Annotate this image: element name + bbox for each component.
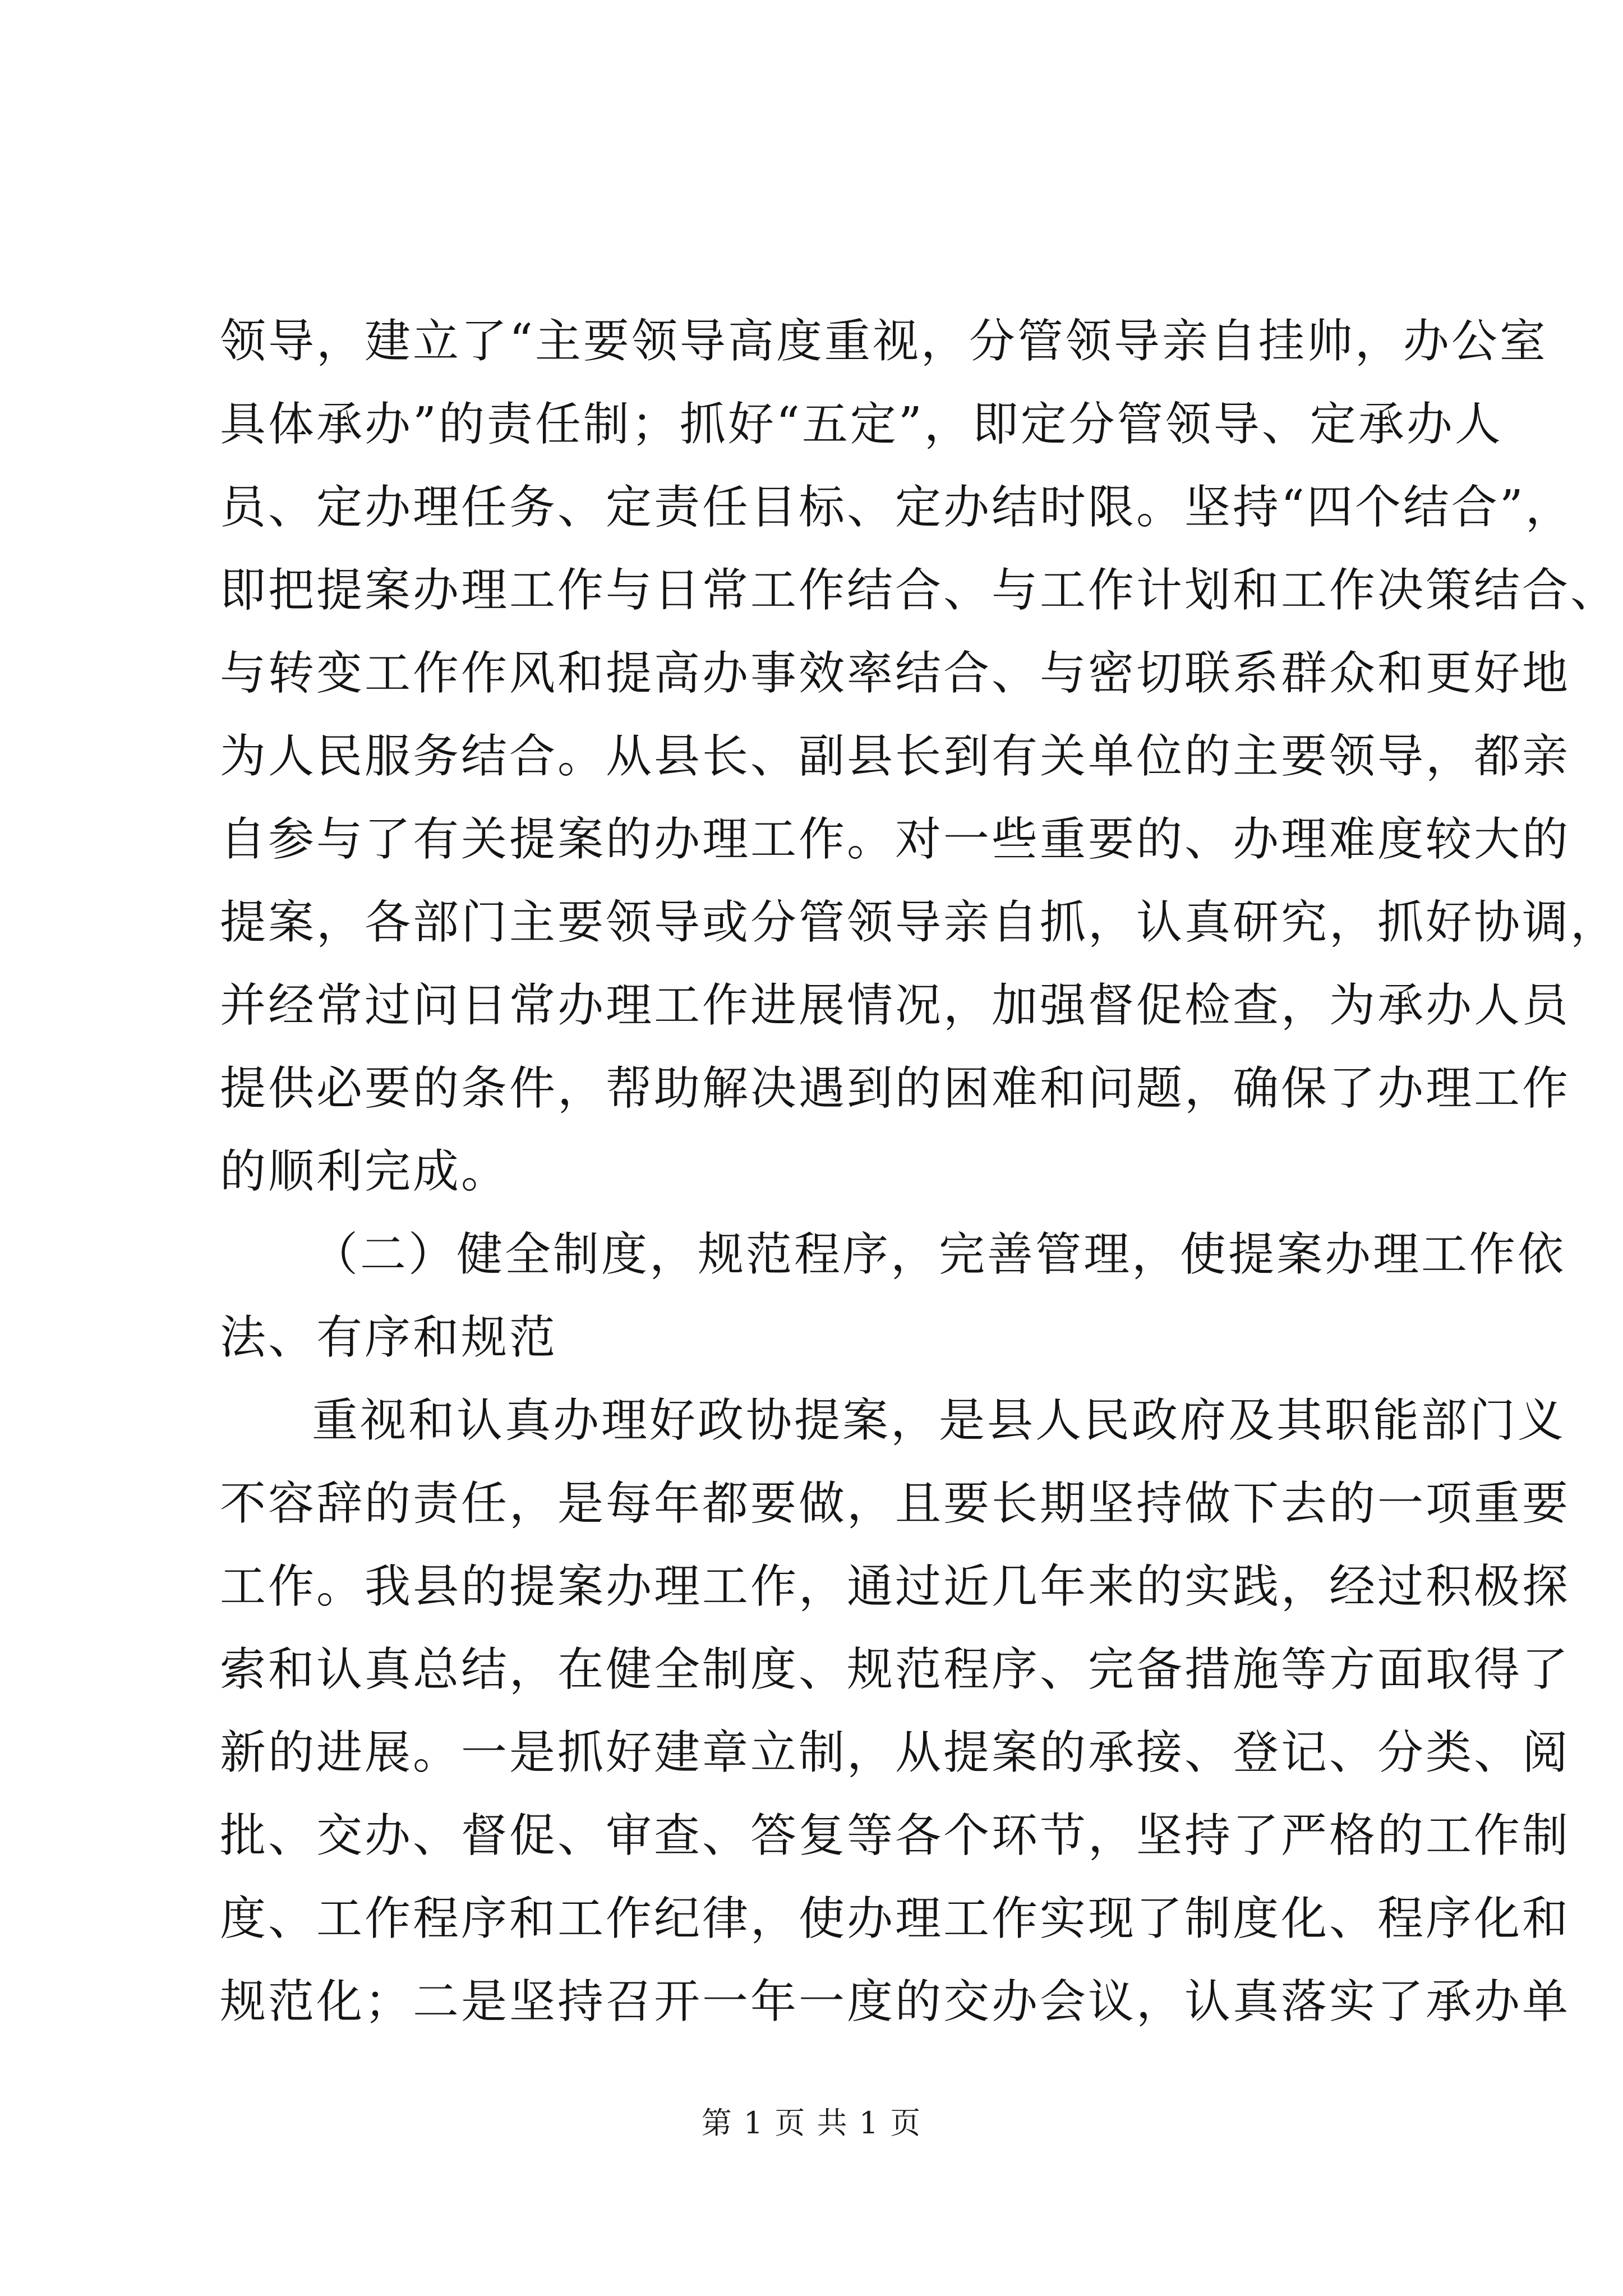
section-heading-line: （二）健全制度，规范程序，完善管理，使提案办理工作依 [312,1228,1566,1281]
text-line: 自参与了有关提案的办理工作。对一些重要的、办理难度较大的 [220,813,1571,866]
text-line: 索和认真总结，在健全制度、规范程序、完备措施等方面取得了 [220,1643,1571,1696]
text-line: 提供必要的条件，帮助解决遇到的困难和问题，确保了办理工作 [220,1062,1571,1115]
text-line: 员、定办理任务、定责任目标、定办结时限。坚持“四个结合”， [220,481,1574,534]
text-line: 度、工作程序和工作纪律，使办理工作实现了制度化、程序化和 [220,1892,1571,1945]
text-line: 重视和认真办理好政协提案，是县人民政府及其职能部门义 [312,1394,1566,1447]
text-line: 与转变工作作风和提高办事效率结合、与密切联系群众和更好地 [220,647,1571,700]
text-line: 规范化；二是坚持召开一年一度的交办会议，认真落实了承办单 [220,1975,1571,2028]
text-line: 批、交办、督促、审查、答复等各个环节，坚持了严格的工作制 [220,1809,1571,1862]
text-line: 提案，各部门主要领导或分管领导亲自抓，认真研究，抓好协调， [220,896,1619,949]
body-text [220,300,1619,2044]
text-line: 并经常过问日常办理工作进展情况，加强督促检查，为承办人员 [220,979,1571,1032]
text-line: 新的进展。一是抓好建章立制，从提案的承接、登记、分类、阅 [220,1726,1571,1779]
text-line: 即把提案办理工作与日常工作结合、与工作计划和工作决策结合、 [220,564,1619,617]
text-line: 领导，建立了“主要领导高度重视，分管领导亲自挂帅，办公室 [220,315,1548,368]
text-line: 的顺利完成。 [220,1145,510,1198]
text-line: 具体承办”的责任制；抓好“五定”，即定分管领导、定承办人 [220,398,1503,451]
text-line: 为人民服务结合。从县长、副县长到有关单位的主要领导，都亲 [220,730,1571,783]
text-line: 工作。我县的提案办理工作，通过近几年来的实践，经过积极探 [220,1560,1571,1613]
section-heading-line: 法、有序和规范 [220,1311,558,1364]
text-line: 不容辞的责任，是每年都要做，且要长期坚持做下去的一项重要 [220,1477,1571,1530]
page-number-footer: 第 1 页 共 1 页 [701,2105,922,2141]
